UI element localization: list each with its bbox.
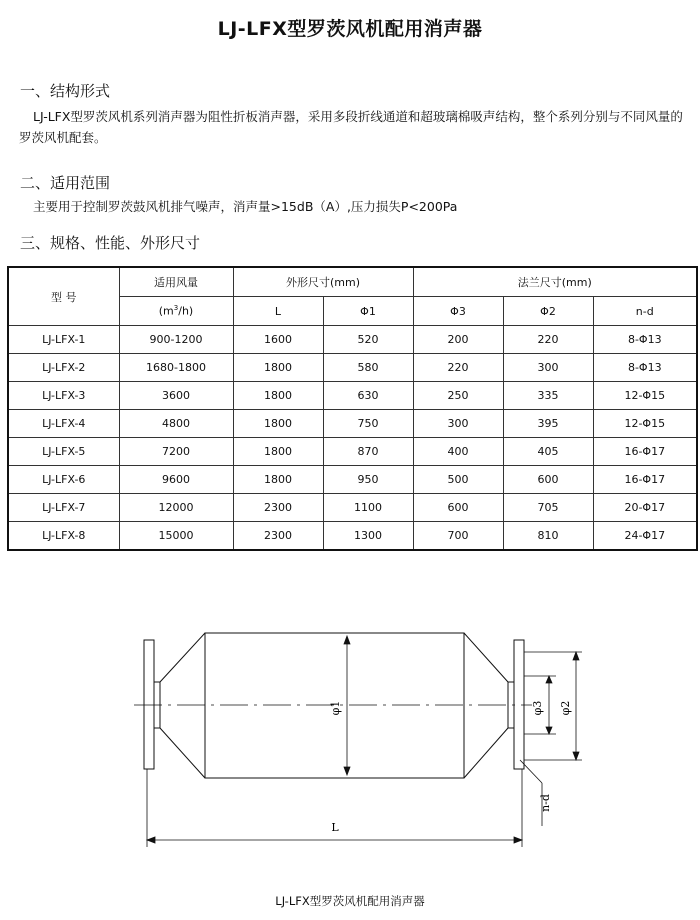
table-cell: 600: [503, 466, 593, 494]
table-cell: 2300: [233, 522, 323, 551]
table-row: [8, 326, 697, 354]
table-cell: 9600: [119, 466, 233, 494]
label-phi2: φ2: [559, 700, 572, 716]
spec-table: [7, 266, 698, 551]
header-flange-dims: 法兰尺寸(mm): [413, 267, 697, 297]
section-heading-scope: 二、适用范围: [20, 174, 111, 192]
table-cell: 12-Φ15: [593, 382, 697, 410]
table-cell: 24-Φ17: [593, 522, 697, 551]
section-text-structure: LJ-LFX型罗茨风机系列消声器为阻性折板消声器，采用多段折线通道和超玻璃棉吸声结构，整个系列分别与不同风量的罗茨风机配套。: [19, 109, 683, 145]
page-title: LJ-LFX型罗茨风机配用消声器: [217, 18, 483, 40]
table-cell: 12-Φ15: [593, 410, 697, 438]
table-cell: LJ-LFX-7: [8, 494, 119, 522]
table-cell: 630: [323, 382, 413, 410]
table-cell: LJ-LFX-4: [8, 410, 119, 438]
header-nd: n-d: [593, 297, 697, 326]
table-cell: 3600: [119, 382, 233, 410]
table-cell: 1100: [323, 494, 413, 522]
right-flange: [514, 640, 524, 769]
header-phi2: Φ2: [503, 297, 593, 326]
table-cell: 220: [413, 354, 503, 382]
header-outer-dims: 外形尺寸(mm): [233, 267, 413, 297]
table-cell: 16-Φ17: [593, 438, 697, 466]
table-cell: 750: [323, 410, 413, 438]
table-cell: 15000: [119, 522, 233, 551]
table-cell: 900-1200: [119, 326, 233, 354]
table-cell: 705: [503, 494, 593, 522]
table-row: [8, 382, 697, 410]
table-row: [8, 494, 697, 522]
header-L: L: [233, 297, 323, 326]
table-cell: 2300: [233, 494, 323, 522]
label-phi1: φ1: [329, 700, 342, 716]
table-cell: 1300: [323, 522, 413, 551]
header-airflow: 适用风量: [119, 267, 233, 297]
header-phi3: Φ3: [413, 297, 503, 326]
table-cell: 1800: [233, 410, 323, 438]
label-L: L: [331, 821, 339, 834]
left-flange: [144, 640, 154, 769]
table-cell: 1800: [233, 438, 323, 466]
table-cell: 300: [413, 410, 503, 438]
table-cell: 405: [503, 438, 593, 466]
table-row: [8, 410, 697, 438]
silencer-drawing: [0, 590, 700, 890]
table-cell: LJ-LFX-3: [8, 382, 119, 410]
table-cell: 395: [503, 410, 593, 438]
table-row: [8, 466, 697, 494]
table-cell: 520: [323, 326, 413, 354]
table-cell: 810: [503, 522, 593, 551]
table-cell: 700: [413, 522, 503, 551]
table-cell: 20-Φ17: [593, 494, 697, 522]
table-cell: 1800: [233, 354, 323, 382]
table-row: [8, 522, 697, 551]
table-cell: 400: [413, 438, 503, 466]
table-cell: 1600: [233, 326, 323, 354]
table-cell: 8-Φ13: [593, 326, 697, 354]
section-text-scope: 主要用于控制罗茨鼓风机排气噪声，消声量>15dB（A）,压力损失P<200Pa: [33, 199, 458, 214]
header-phi1: Φ1: [323, 297, 413, 326]
table-cell: LJ-LFX-1: [8, 326, 119, 354]
table-cell: 8-Φ13: [593, 354, 697, 382]
table-cell: 16-Φ17: [593, 466, 697, 494]
table-cell: 300: [503, 354, 593, 382]
table-cell: 1680-1800: [119, 354, 233, 382]
table-cell: 200: [413, 326, 503, 354]
table-cell: LJ-LFX-2: [8, 354, 119, 382]
table-cell: LJ-LFX-8: [8, 522, 119, 551]
table-cell: 500: [413, 466, 503, 494]
header-model: 型 号: [8, 267, 119, 326]
table-cell: 12000: [119, 494, 233, 522]
table-cell: 870: [323, 438, 413, 466]
table-cell: 950: [323, 466, 413, 494]
table-row: [8, 354, 697, 382]
table-cell: LJ-LFX-6: [8, 466, 119, 494]
table-row: [8, 438, 697, 466]
label-nd: n-d: [539, 794, 552, 812]
section-heading-specs: 三、规格、性能、外形尺寸: [20, 234, 201, 252]
section-heading-structure: 一、结构形式: [20, 82, 111, 100]
table-cell: 250: [413, 382, 503, 410]
header-airflow-unit: $(m^3/h)$: [119, 297, 233, 326]
table-cell: 600: [413, 494, 503, 522]
table-cell: 580: [323, 354, 413, 382]
table-cell: 1800: [233, 466, 323, 494]
table-cell: 335: [503, 382, 593, 410]
table-cell: 1800: [233, 382, 323, 410]
table-cell: 7200: [119, 438, 233, 466]
table-cell: 220: [503, 326, 593, 354]
label-phi3: φ3: [531, 700, 544, 716]
table-cell: 4800: [119, 410, 233, 438]
figure-caption: LJ-LFX型罗茨风机配用消声器: [275, 894, 425, 908]
table-cell: LJ-LFX-5: [8, 438, 119, 466]
